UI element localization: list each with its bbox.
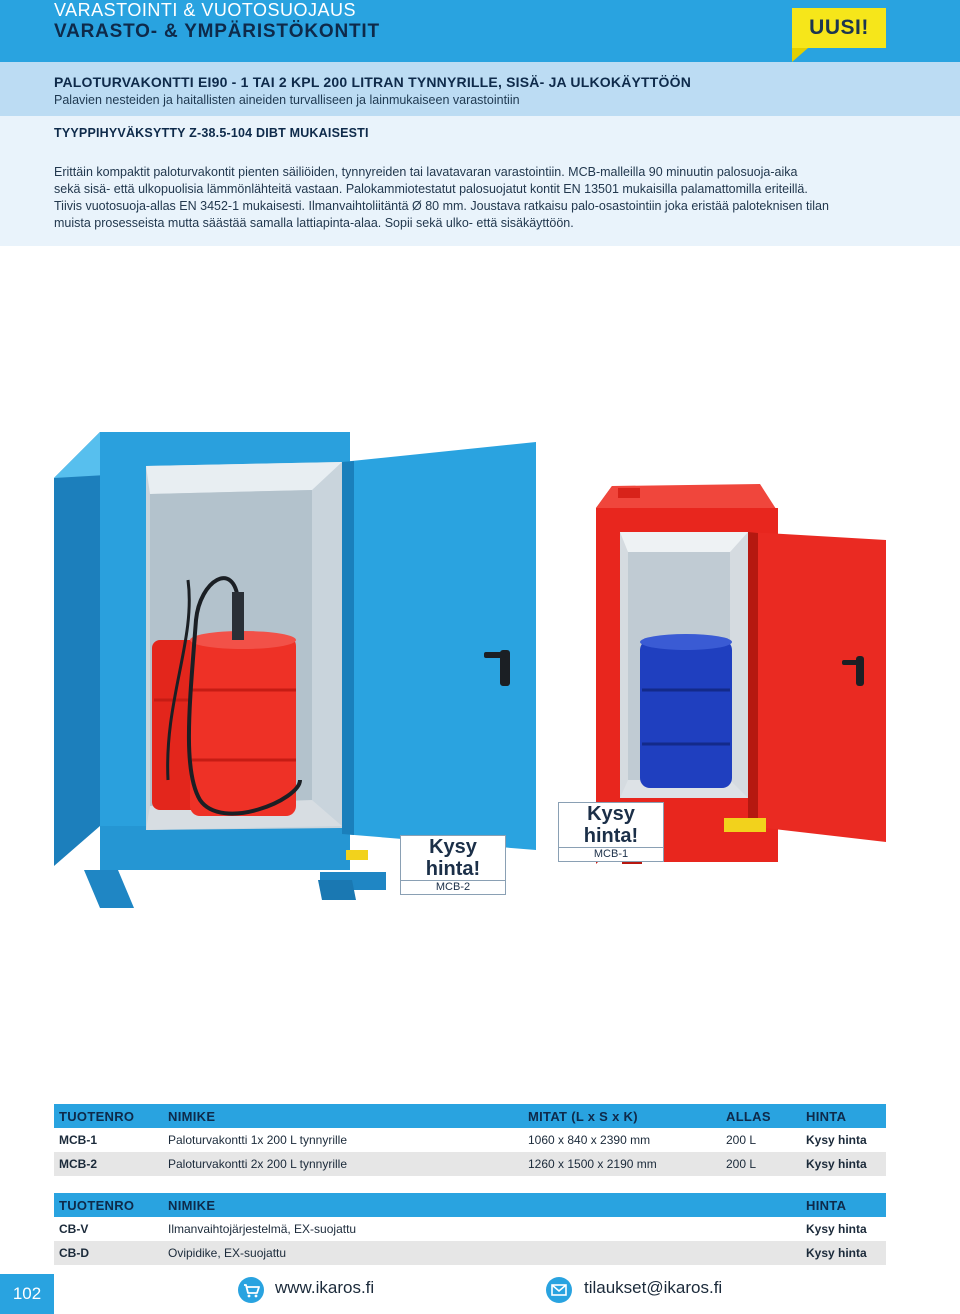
product-subtitle: Palavien nesteiden ja haitallisten aineiden turvalliseen ja lainmukaiseen varastointiin (54, 93, 520, 107)
price-tag-code: MCB-2 (401, 880, 505, 894)
category-title: VARASTOINTI & VUOTOSUOJAUS (54, 0, 357, 20)
product-name: Paloturvakontti 1x 200 L tynnyrille (168, 1133, 347, 1147)
column-header: NIMIKE (163, 1104, 523, 1128)
column-header: TUOTENRO (54, 1104, 163, 1128)
column-header: NIMIKE (163, 1193, 801, 1217)
column-header: MITAT (L x S x K) (523, 1104, 721, 1128)
table-row (54, 1152, 886, 1176)
column-header: ALLAS (721, 1104, 801, 1128)
product-title: PALOTURVAKONTTI EI90 - 1 TAI 2 KPL 200 LITRAN TYNNYRILLE, SISÄ- JA ULKOKÄYTTÖÖN (54, 74, 692, 90)
website-link[interactable]: www.ikaros.fi (275, 1278, 375, 1297)
column-header: HINTA (801, 1193, 886, 1217)
price-tag-text: Kysy hinta! (425, 836, 481, 880)
accessory-price: Kysy hinta (806, 1222, 867, 1236)
table-header-row (54, 1193, 886, 1217)
description-line: muista prosesseista mutta säästää samalla lattiapinta-alaa. Sopii sekä ulko- että sisäkäyttöön. (54, 216, 574, 230)
accessory-code: CB-D (54, 1241, 163, 1265)
description-line: sekä sisä- että ulkopuolisia lämmönlähteitä vastaan. Palokammiotestatut palosuojatut kontit EN 13501 mukaisilla palamattomilla eriteillä. (54, 182, 808, 196)
description-line: Tiivis vuotosuoja-allas EN 3452-1 mukaisesti. Ilmanvaihtoliitäntä Ø 80 mm. Joustava ratkaisu palo-osastointiin joka eristää paloteknisen tilan (54, 199, 829, 213)
accessory-name: Ovipidike, EX-suojattu (163, 1241, 801, 1265)
accessory-code: CB-V (59, 1222, 89, 1236)
product-sump: 200 L (726, 1133, 757, 1147)
product-dimensions: 1260 x 1500 x 2190 mm (523, 1152, 721, 1176)
accessory-price: Kysy hinta (801, 1241, 886, 1265)
table-row (54, 1241, 886, 1265)
product-images (0, 246, 960, 1106)
product-description (54, 164, 894, 232)
product-table (54, 1104, 886, 1176)
new-badge: UUSI! (792, 8, 886, 48)
table-row (54, 1128, 886, 1152)
approval-heading: TYYPPIHYVÄKSYTTY Z-38.5-104 DIBT MUKAISESTI (54, 126, 369, 140)
shopping-cart-icon (238, 1277, 264, 1303)
accessory-name: Ilmanvaihtojärjestelmä, EX-suojattu (168, 1222, 357, 1236)
page-number: 102 (0, 1274, 54, 1314)
column-header: TUOTENRO (54, 1193, 163, 1217)
product-sump: 200 L (721, 1152, 801, 1176)
product-illustration (0, 246, 960, 1106)
table-row (54, 1217, 886, 1241)
product-price: Kysy hinta (801, 1152, 886, 1176)
description-line: Erittäin kompaktit paloturvakontit pienten säiliöiden, tynnyreiden tai lavatavaran varastointiin. MCB-malleilla 90 minuutin palosuoja-aika (54, 165, 798, 179)
table-header-row (54, 1104, 886, 1128)
accessory-table (54, 1193, 886, 1265)
product-code: MCB-1 (59, 1133, 97, 1147)
column-header: HINTA (801, 1104, 886, 1128)
product-name: Paloturvakontti 2x 200 L tynnyrille (163, 1152, 523, 1176)
product-price: Kysy hinta (806, 1133, 867, 1147)
email-link[interactable]: tilaukset@ikaros.fi (584, 1278, 723, 1297)
price-tag-mcb-2 (400, 835, 506, 895)
price-tag-text: Kysy hinta! (583, 803, 639, 847)
product-code: MCB-2 (54, 1152, 163, 1176)
price-tag-mcb-1 (558, 802, 664, 862)
price-tag-code: MCB-1 (559, 847, 663, 861)
product-dimensions: 1060 x 840 x 2390 mm (528, 1133, 651, 1147)
new-badge-fold (792, 48, 808, 62)
subcategory-title: VARASTO- & YMPÄRISTÖKONTIT (54, 21, 380, 42)
envelope-icon (546, 1277, 572, 1303)
